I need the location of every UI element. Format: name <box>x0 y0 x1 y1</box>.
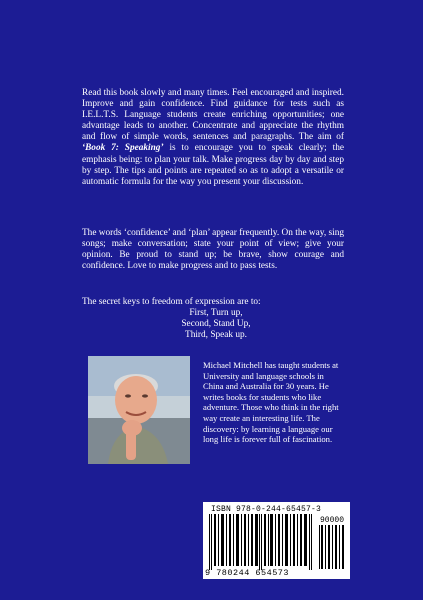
book-title-emphasis: ‘Book 7: Speaking’ <box>82 143 164 154</box>
intro-text-end: is to encourage you to speak clearly; the emphasis being: to plan your talk. Make progress day by day and step by step. The tips and points are repeated so as to adopt a versatile or automatic formula for the way you present your discussion. <box>82 143 344 187</box>
isbn-label: ISBN 978-0-244-65457-3 <box>211 505 322 514</box>
author-portrait-illustration <box>88 356 190 464</box>
barcode-bars-supplement <box>318 525 346 569</box>
author-photo <box>88 356 190 464</box>
key-item-first: First, Turn up, <box>189 308 243 318</box>
key-item-second: Second, Stand Up, <box>181 319 251 330</box>
barcode-bars-main <box>207 514 315 570</box>
key-item-third: Third, Speak up. <box>185 330 247 341</box>
intro-text-start: Read this book slowly and many times. Feel encouraged and inspired. Improve and gain confidence. Find guidance for tests such as I.E.L.T.S. Language students create enriching opportunities; one advantage leads to another. Concentrate and appreciate the rhythm and flow of simple words, sentences and paragraphs. The aim of <box>82 88 344 143</box>
secret-keys-intro: The secret keys to freedom of expression are to: <box>82 297 261 307</box>
confidence-paragraph: The words ‘confidence’ and ‘plan’ appear frequently. On the way, sing songs; make conversation; state your point of view; give your opinion. Be proud to stand up; be brave, show courage and confidence. Love to make progress and to pass tests. <box>82 228 344 272</box>
author-bio: Michael Mitchell has taught students at University and language schools in China and Australia for 30 years. He writes books for students who like adventure. Those who think in the right way create an interesting life. The discovery: by learning a language our long life is forever full of fascination. <box>203 360 339 445</box>
intro-paragraph <box>82 88 344 188</box>
barcode-number: 9 780244 654573 <box>205 568 290 578</box>
secret-keys-list <box>82 308 344 341</box>
isbn-barcode <box>203 502 350 579</box>
price-code: 90000 <box>320 516 345 525</box>
